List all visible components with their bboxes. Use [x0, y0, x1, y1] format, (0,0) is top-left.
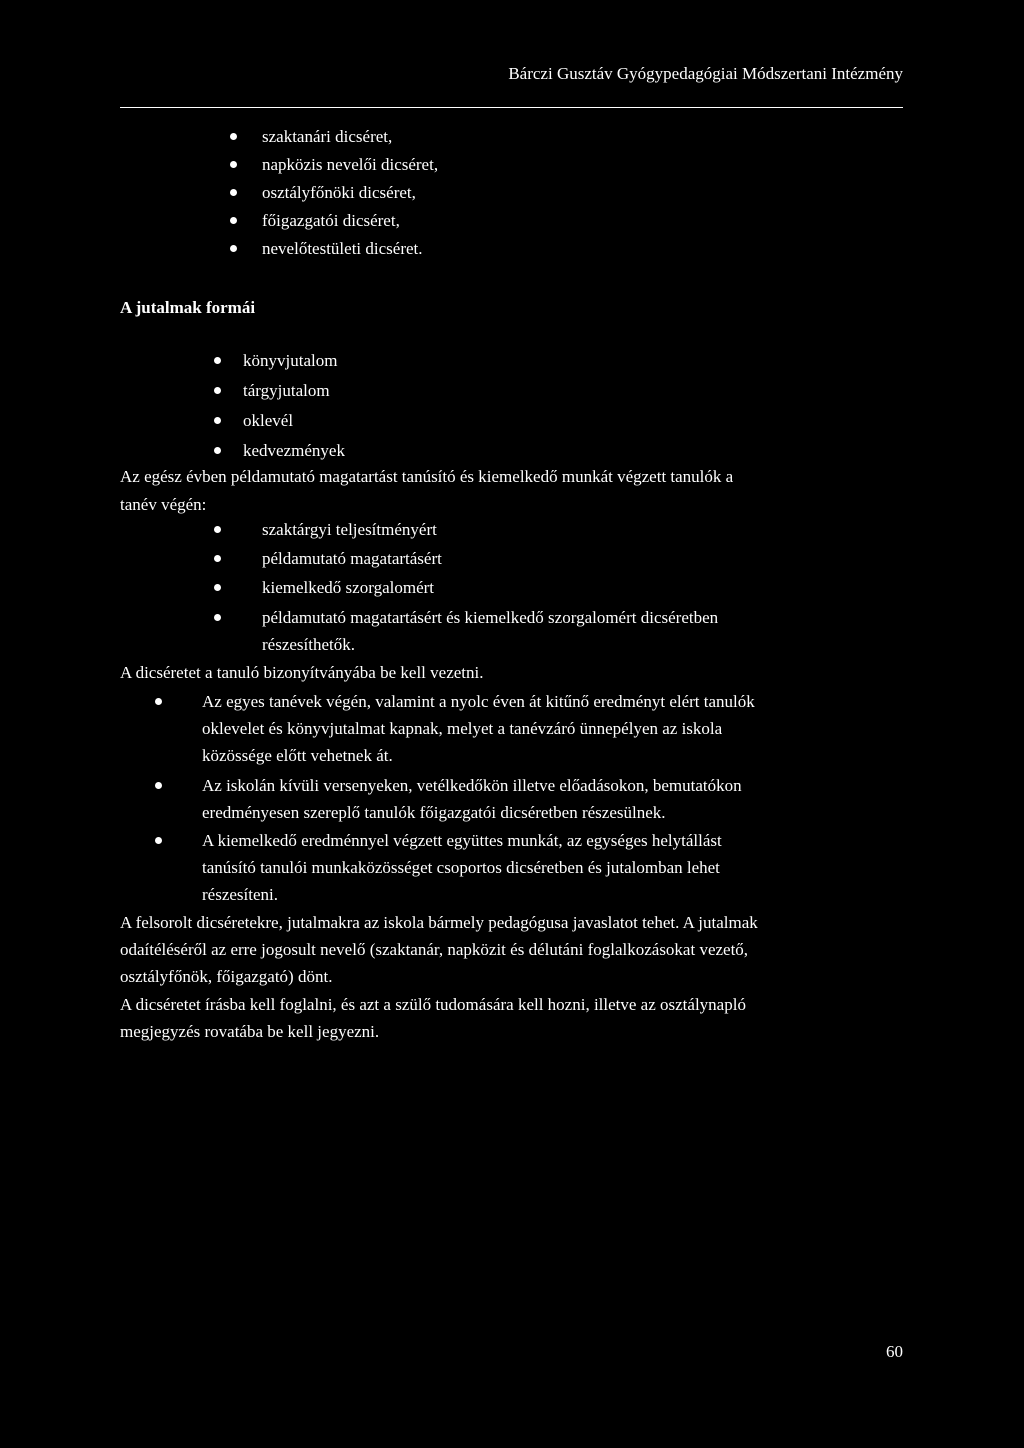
- list-item-text: könyvjutalom: [243, 351, 338, 370]
- bullet-icon: [214, 447, 221, 454]
- list-item-text: Az iskolán kívüli versenyeken, vetélkedőkön illetve előadásokon, bemutatókon: [202, 776, 742, 795]
- header-divider: [120, 107, 903, 108]
- bullet-icon: [230, 133, 237, 140]
- list-item-text: A kiemelkedő eredménnyel végzett együttes munkát, az egységes helytállást: [202, 831, 722, 850]
- bullet-icon: [214, 387, 221, 394]
- paragraph-line: A dicséretet írásba kell foglalni, és azt a szülő tudomására kell hozni, illetve az osztálynapló: [120, 995, 746, 1014]
- paragraph-line: osztályfőnök, főigazgató) dönt.: [120, 967, 333, 986]
- list-item-text: példamutató magatartásért: [262, 549, 442, 568]
- bullet-icon: [214, 526, 221, 533]
- bullet-icon: [230, 161, 237, 168]
- page-number: 60: [886, 1342, 903, 1361]
- section-heading: A jutalmak formái: [120, 298, 256, 317]
- list-item-text: közössége előtt vehetnek át.: [202, 746, 393, 765]
- list-item-text: osztályfőnöki dicséret,: [262, 183, 416, 202]
- bullet-icon: [155, 782, 162, 789]
- bullet-icon: [214, 417, 221, 424]
- paragraph-line: megjegyzés rovatába be kell jegyezni.: [120, 1022, 380, 1041]
- list-item-text: nevelőtestületi dicséret.: [262, 239, 423, 258]
- bullet-icon: [214, 357, 221, 364]
- list-item-text: Az egyes tanévek végén, valamint a nyolc éven át kitűnő eredményt elért tanulók: [202, 692, 755, 711]
- record-note: A dicséretet a tanuló bizonyítványába be kell vezetni.: [120, 663, 484, 682]
- list-item-text: tárgyjutalom: [243, 381, 330, 400]
- list-item-text: napközis nevelői dicséret,: [262, 155, 439, 174]
- paragraph-line: Az egész évben példamutató magatartást tanúsító és kiemelkedő munkát végzett tanulók a: [120, 467, 734, 486]
- list-item-text: szaktárgyi teljesítményért: [262, 520, 437, 539]
- list-item-text: eredményesen szereplő tanulók főigazgatói dicséretben részesülnek.: [202, 803, 666, 822]
- paragraph-line: odaítéléséről az erre jogosult nevelő (szaktanár, napközit és délutáni foglalkozásokat vezető,: [120, 940, 749, 959]
- list-item-text: tanúsító tanulói munkaközösséget csoportos dicséretben és jutalomban lehet: [202, 858, 720, 877]
- list-item-text: szaktanári dicséret,: [262, 127, 393, 146]
- list-item-text: főigazgatói dicséret,: [262, 211, 400, 230]
- bullet-icon: [230, 245, 237, 252]
- list-item-text: oklevelet és könyvjutalmat kapnak, melyet a tanévzáró ünnepélyen az iskola: [202, 719, 723, 738]
- list-item-text: oklevél: [243, 411, 294, 430]
- list-item-text: kedvezmények: [243, 441, 345, 460]
- bullet-icon: [230, 189, 237, 196]
- bullet-icon: [230, 217, 237, 224]
- paragraph-line: tanév végén:: [120, 495, 207, 514]
- bullet-icon: [214, 555, 221, 562]
- page-header: Bárczi Gusztáv Gyógypedagógiai Módszertani Intézmény: [508, 64, 903, 83]
- bullet-icon: [155, 837, 162, 844]
- list-item-text: részesíthetők.: [262, 635, 355, 654]
- list-item-text: részesíteni.: [202, 885, 278, 904]
- bullet-icon: [214, 584, 221, 591]
- bullet-icon: [214, 614, 221, 621]
- list-item-text: kiemelkedő szorgalomért: [262, 578, 434, 597]
- paragraph-line: A felsorolt dicséretekre, jutalmakra az iskola bármely pedagógusa javaslatot tehet. A jutalmak: [120, 913, 758, 932]
- bullet-icon: [155, 698, 162, 705]
- list-item-text: példamutató magatartásért és kiemelkedő szorgalomért dicséretben: [262, 608, 719, 627]
